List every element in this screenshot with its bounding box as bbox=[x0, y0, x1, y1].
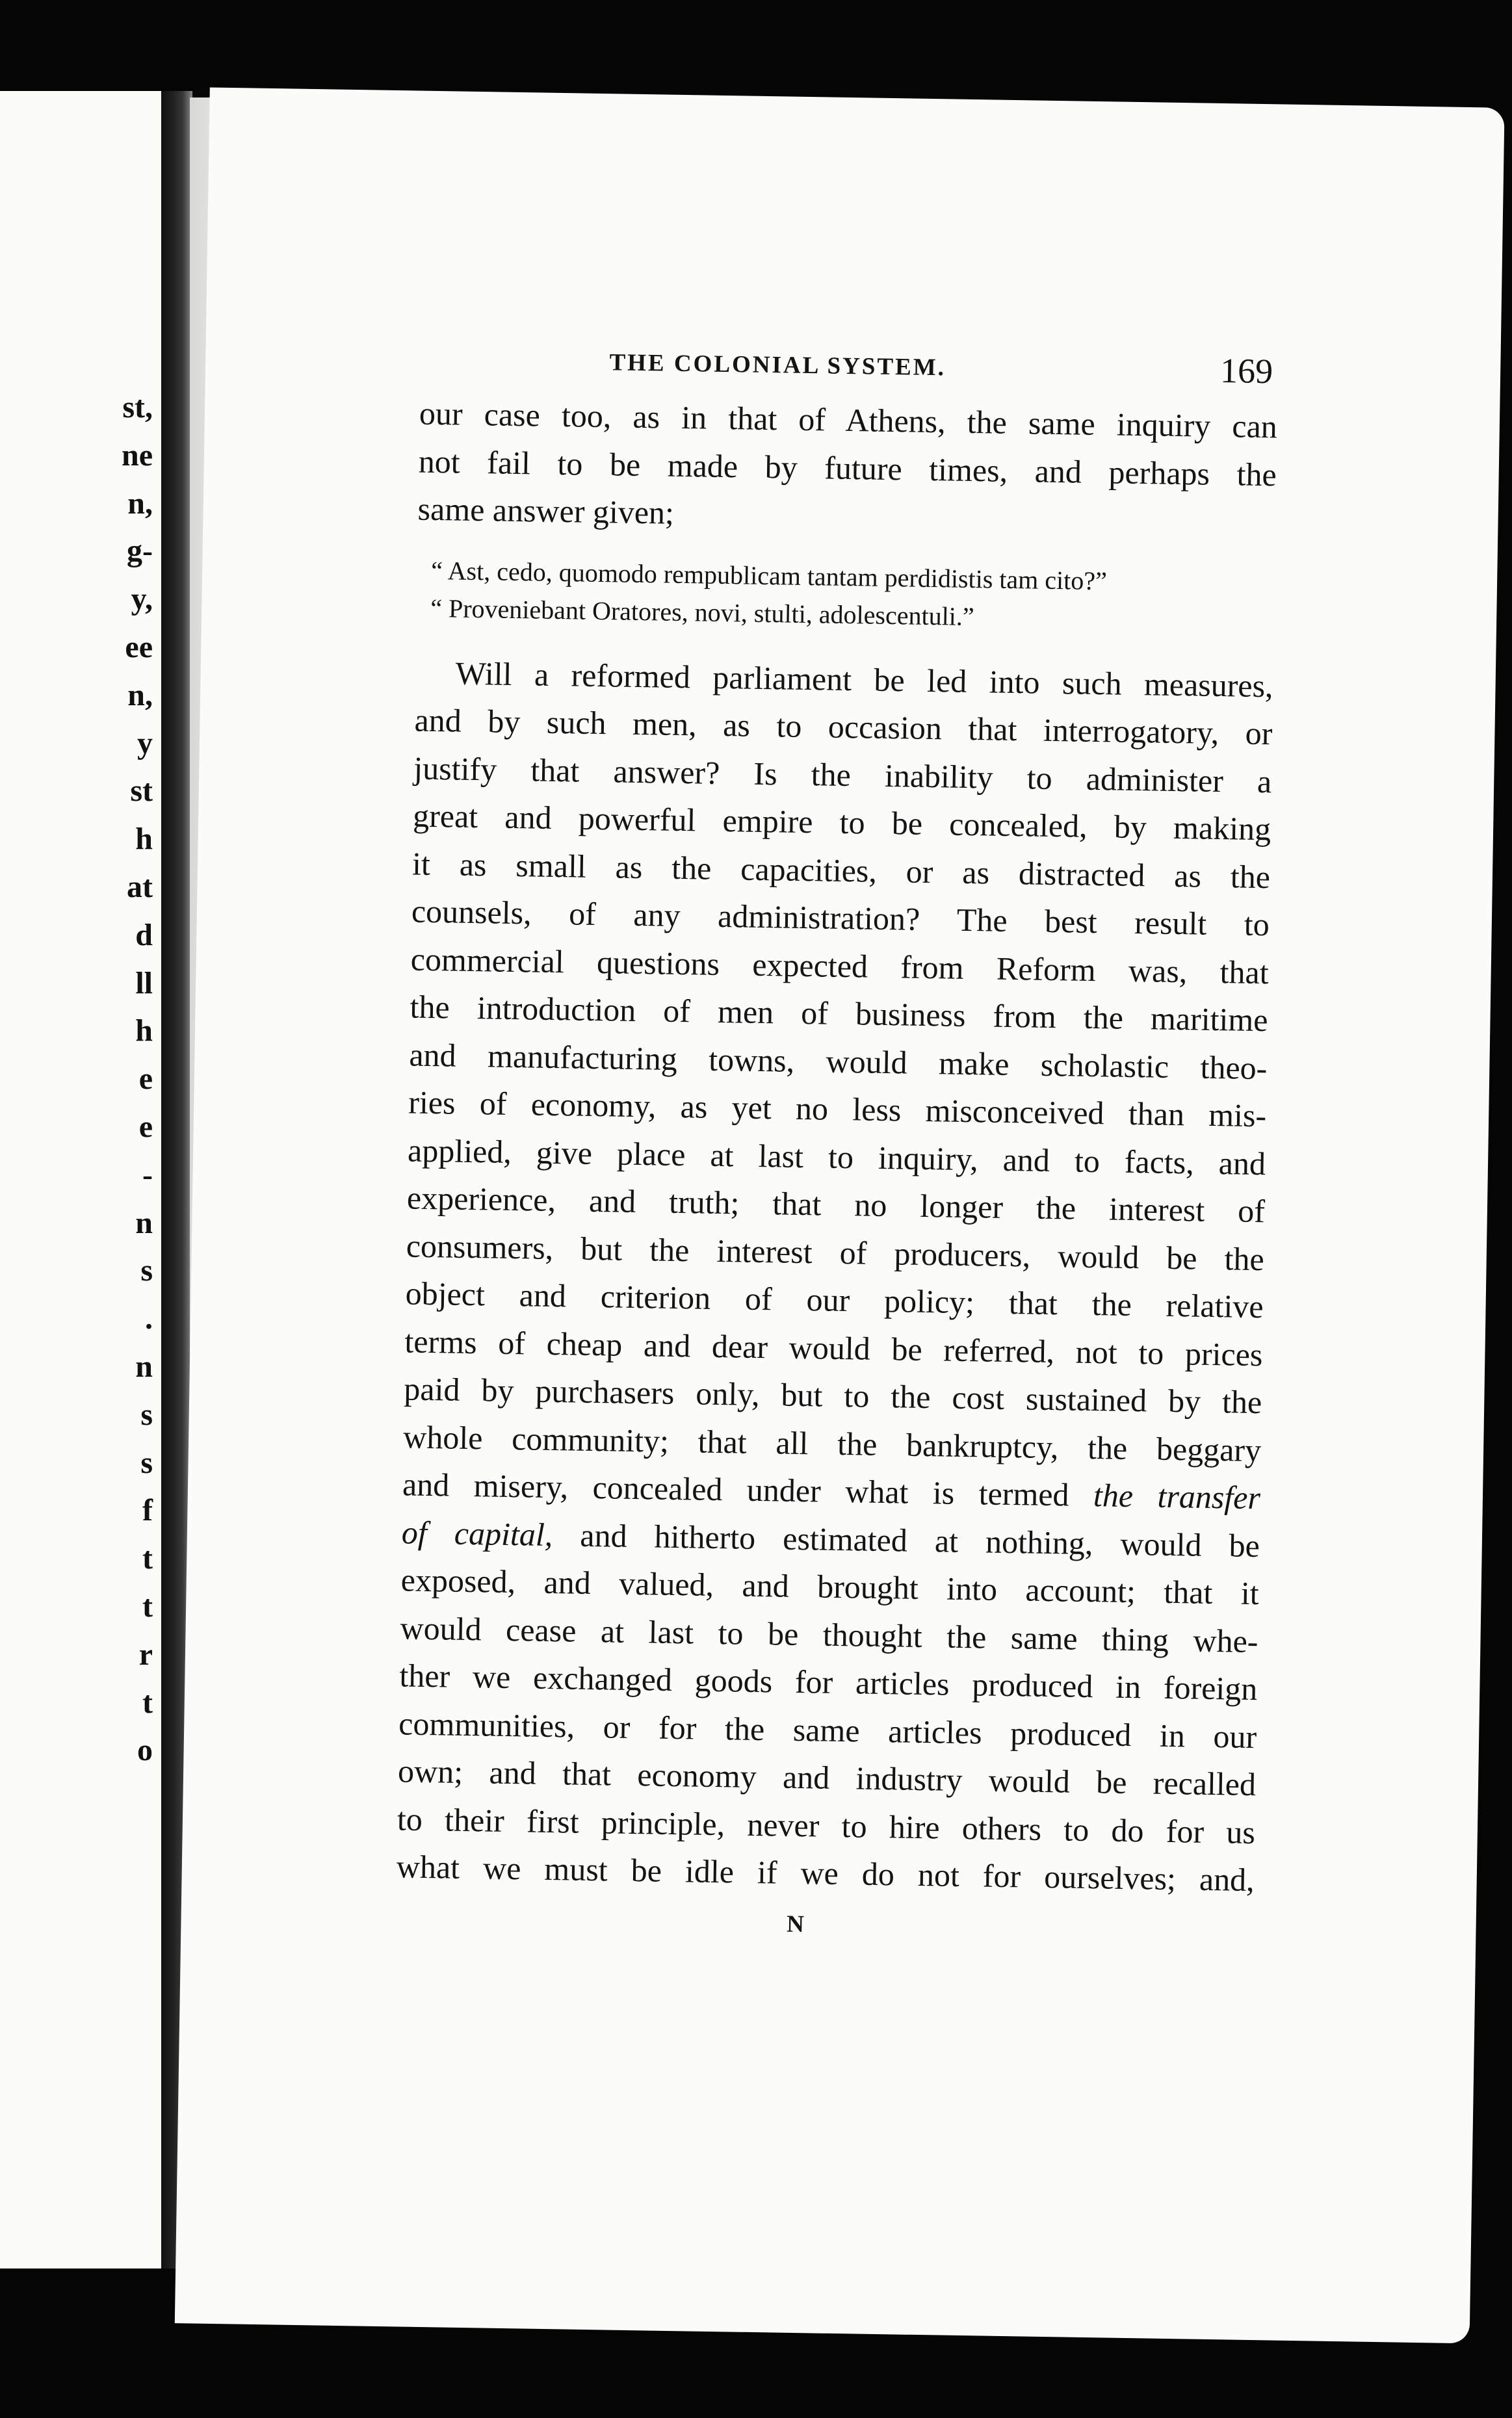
text-line: counsels, of any administration? The best result to bbox=[411, 892, 1270, 943]
text-line: communities, or for the same articles produced in our bbox=[398, 1704, 1257, 1755]
text-line: great and powerful empire to be concealed, by making bbox=[412, 797, 1271, 848]
text-line: applied, give place at last to inquiry, and to facts, and bbox=[407, 1131, 1266, 1182]
text-line: our case too, as in that of Athens, the same inquiry can bbox=[419, 395, 1278, 445]
main-paragraph bbox=[396, 649, 1273, 1904]
text-line: it as small as the capacities, or as distracted as the bbox=[411, 845, 1271, 895]
text-line: and manufacturing towns, would make scholastic theo- bbox=[409, 1036, 1268, 1086]
signature-mark: N bbox=[786, 1910, 805, 1938]
text-line: consumers, but the interest of producers, would be the bbox=[406, 1227, 1265, 1277]
line-end-fragment: y, bbox=[131, 582, 153, 617]
line-end-fragment: st bbox=[130, 774, 153, 809]
line-end-fragment: r bbox=[138, 1637, 153, 1672]
text-line: paid by purchasers only, but to the cost sustained by the bbox=[403, 1370, 1262, 1421]
line-end-fragment: t bbox=[142, 1685, 153, 1720]
line-end-fragment: s bbox=[140, 1445, 153, 1480]
line-end-fragment: - bbox=[142, 1157, 153, 1192]
facing-page-line-ends bbox=[0, 384, 153, 1774]
line-end-fragment: n, bbox=[127, 486, 153, 521]
text-line: the introduction of men of business from the maritime bbox=[410, 988, 1268, 1039]
text-line: commercial questions expected from Reform was, that bbox=[410, 941, 1270, 991]
text-segment: and misery, concealed under what is termed bbox=[402, 1466, 1069, 1513]
line-end-fragment: g- bbox=[127, 534, 153, 569]
line-end-fragment: at bbox=[127, 869, 153, 904]
text-line: and by such men, as to occasion that interrogatory, or bbox=[414, 701, 1273, 752]
text-line: not fail to be made by future times, and perhaps the bbox=[418, 443, 1277, 493]
page-text-block bbox=[395, 338, 1278, 1945]
line-end-fragment: o bbox=[137, 1733, 153, 1768]
page-number: 169 bbox=[1219, 350, 1273, 391]
line-end-fragment: f bbox=[142, 1493, 153, 1528]
line-end-fragment: e bbox=[138, 1109, 153, 1144]
line-end-fragment: h bbox=[135, 822, 153, 857]
line-end-fragment: t bbox=[142, 1541, 153, 1576]
running-title: THE COLONIAL SYSTEM. bbox=[609, 349, 946, 382]
text-line: whole community; that all the bankruptcy, the beggary bbox=[402, 1418, 1262, 1468]
line-end-fragment: s bbox=[140, 1397, 153, 1432]
line-end-fragment: s bbox=[140, 1253, 153, 1288]
line-end-fragment: t bbox=[142, 1589, 153, 1624]
opening-text bbox=[417, 390, 1277, 547]
text-line: experience, and truth; that no longer the interest of bbox=[406, 1179, 1266, 1230]
line-end-fragment: n, bbox=[127, 677, 153, 712]
quote-line: “ Proveniebant Oratores, novi, stulti, adolescentuli.” bbox=[430, 593, 974, 631]
text-line: what we must be idle if we do not for ourselves; and, bbox=[396, 1848, 1255, 1899]
line-end-fragment: n bbox=[135, 1349, 153, 1384]
text-line: Will a reformed parliament be led into such measures, bbox=[455, 655, 1274, 704]
text-line: justify that answer? Is the inability to administer a bbox=[413, 749, 1272, 800]
line-end-fragment: st, bbox=[122, 390, 153, 424]
line-end-fragment: n bbox=[135, 1205, 153, 1240]
latin-quotation bbox=[430, 551, 1275, 640]
text-line: own; and that economy and industry would be recalled bbox=[397, 1752, 1257, 1803]
italic-phrase: of capital, bbox=[401, 1513, 553, 1553]
line-end-fragment: e bbox=[138, 1061, 153, 1097]
text-line: ther we exchanged goods for articles produced in foreign bbox=[399, 1657, 1258, 1708]
line-end-fragment: ne bbox=[122, 437, 153, 473]
text-line: same answer given; bbox=[417, 490, 675, 531]
text-segment: and hitherto estimated at nothing, would be bbox=[579, 1516, 1260, 1564]
line-end-fragment: . bbox=[145, 1301, 153, 1336]
quote-line: “ Ast, cedo, quomodo rempublicam tantam perdidistis tam cito?” bbox=[430, 555, 1108, 595]
text-line: to their first principle, never to hire others to do for us bbox=[397, 1800, 1256, 1851]
line-end-fragment: d bbox=[135, 917, 153, 952]
text-line: object and criterion of our policy; that the relative bbox=[405, 1275, 1264, 1325]
book-page-169 bbox=[175, 88, 1505, 2344]
line-end-fragment: ll bbox=[135, 965, 153, 1000]
line-end-fragment: y bbox=[137, 725, 153, 760]
text-line: terms of cheap and dear would be referred, not to prices bbox=[404, 1322, 1263, 1373]
text-line: exposed, and valued, and brought into account; that it bbox=[400, 1561, 1260, 1612]
text-line: ries of economy, as yet no less misconceived than mis- bbox=[408, 1084, 1267, 1134]
line-end-fragment: h bbox=[135, 1013, 153, 1048]
facing-page-left bbox=[0, 91, 163, 2268]
text-line: would cease at last to be thought the same thing whe- bbox=[400, 1609, 1258, 1659]
line-end-fragment: ee bbox=[125, 629, 153, 664]
italic-phrase: the transfer bbox=[1093, 1477, 1261, 1516]
